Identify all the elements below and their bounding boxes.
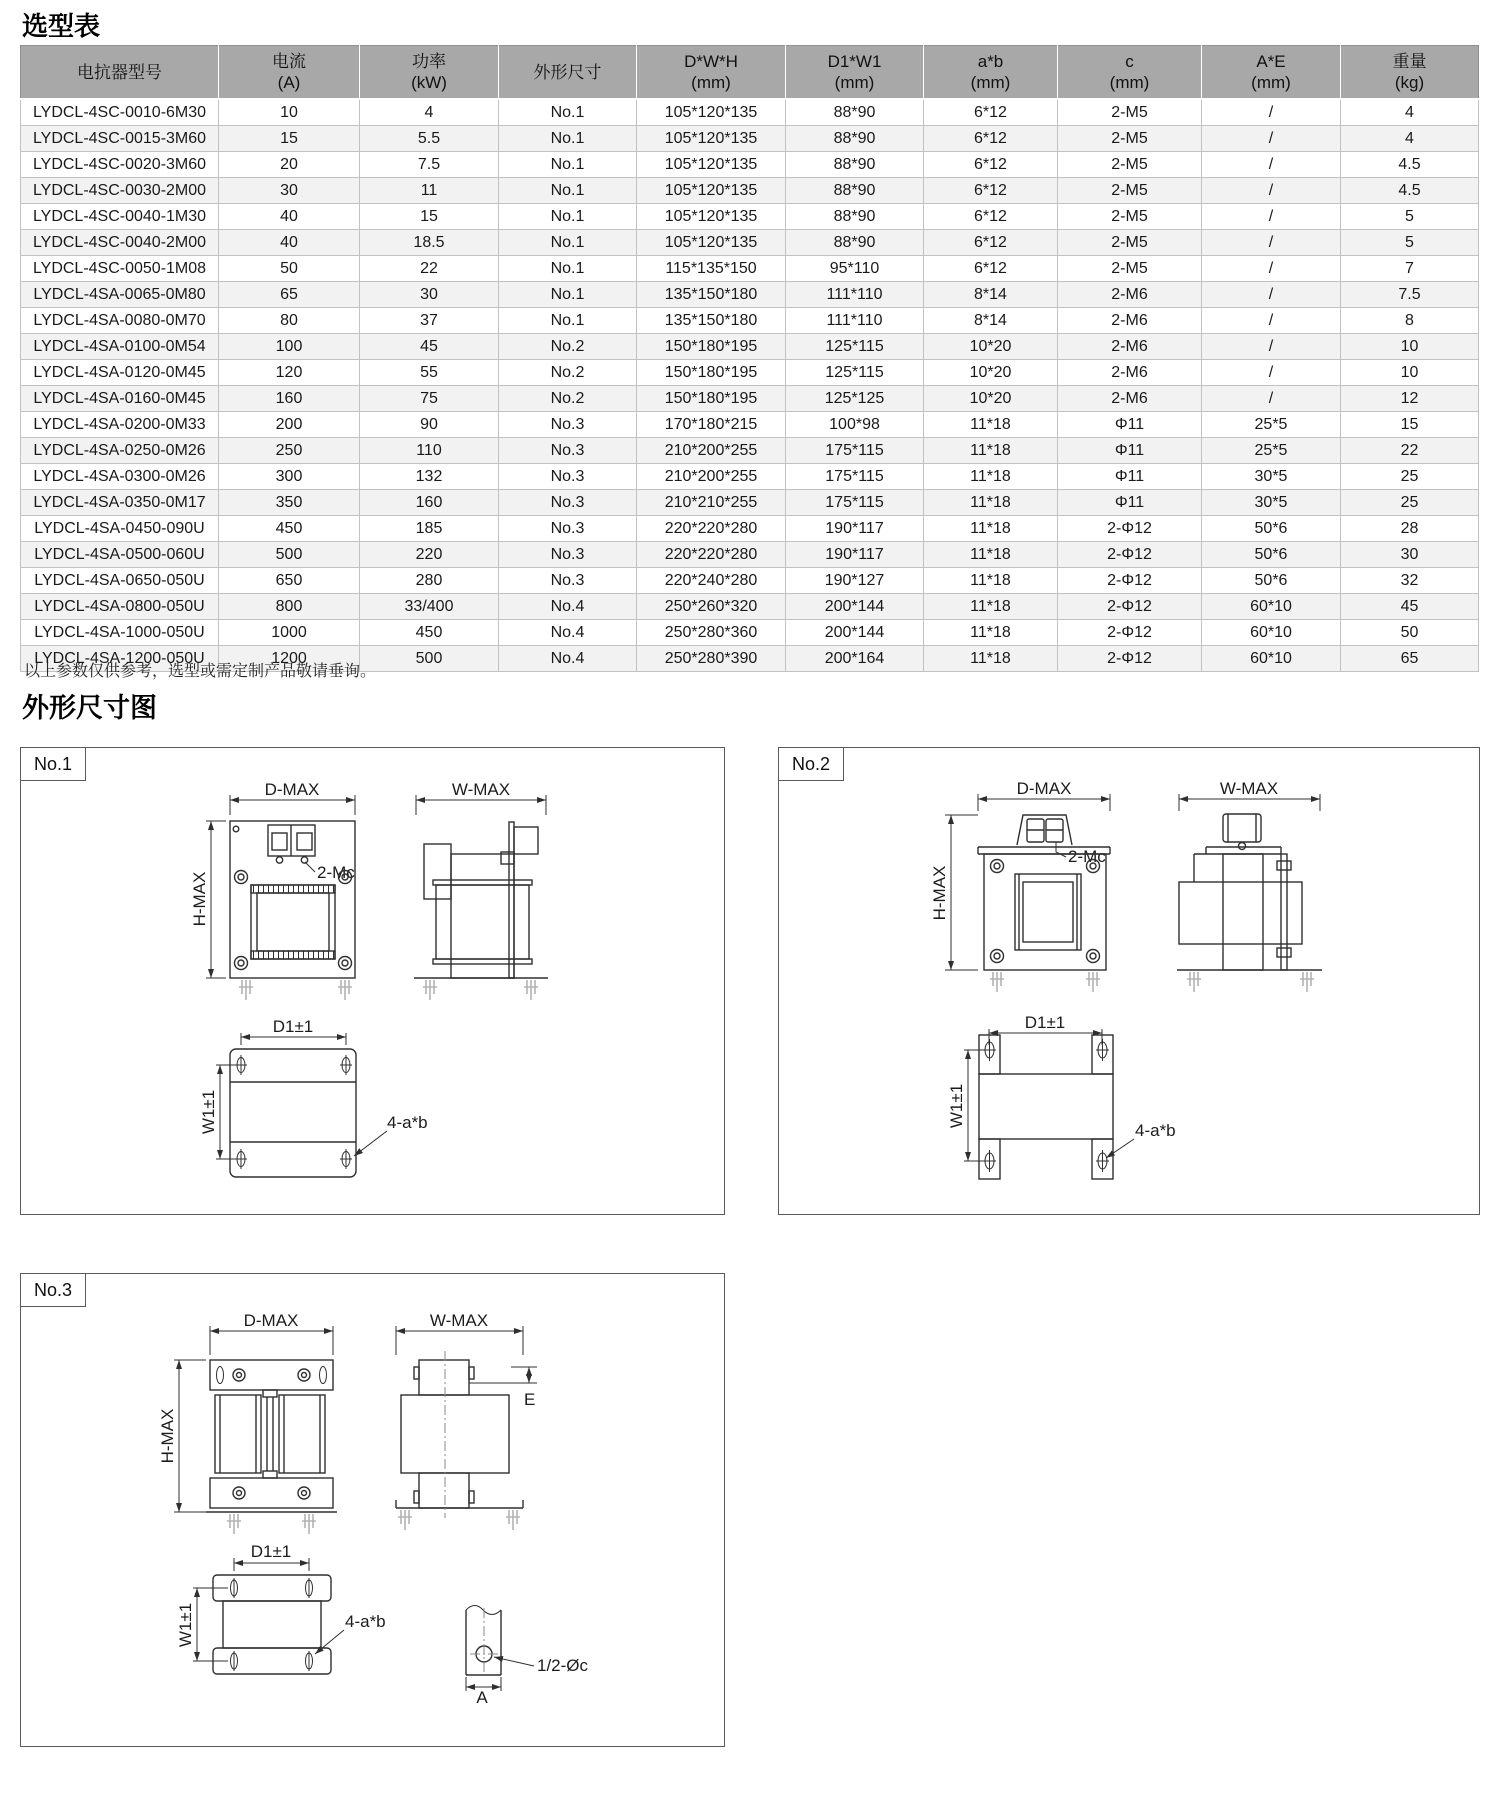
model-cell: LYDCL-4SC-0030-2M00 — [21, 178, 219, 204]
table-cell: 220 — [360, 542, 499, 568]
table-cell: 650 — [219, 568, 360, 594]
table-cell: 125*115 — [786, 334, 924, 360]
table-cell: 2-Φ12 — [1058, 516, 1202, 542]
table-cell: 28 — [1341, 516, 1479, 542]
model-cell: LYDCL-4SA-0100-0M54 — [21, 334, 219, 360]
table-cell: 6*12 — [924, 152, 1058, 178]
table-cell: 4.5 — [1341, 178, 1479, 204]
table-cell: No.3 — [499, 438, 637, 464]
table-cell: 11*18 — [924, 568, 1058, 594]
table-cell: 210*200*255 — [637, 464, 786, 490]
table-cell: 25*5 — [1202, 412, 1341, 438]
table-cell: 170*180*215 — [637, 412, 786, 438]
table-cell: 105*120*135 — [637, 99, 786, 126]
table-cell: No.3 — [499, 516, 637, 542]
table-cell: 6*12 — [924, 178, 1058, 204]
model-cell: LYDCL-4SA-0160-0M45 — [21, 386, 219, 412]
table-cell: 32 — [1341, 568, 1479, 594]
table-cell: 10 — [1341, 334, 1479, 360]
table-cell: Φ11 — [1058, 464, 1202, 490]
table-row — [21, 568, 1479, 594]
table-cell: 220*220*280 — [637, 516, 786, 542]
table-cell: 450 — [219, 516, 360, 542]
table-cell: 50 — [219, 256, 360, 282]
table-cell: 2-M5 — [1058, 204, 1202, 230]
table-cell: 115*135*150 — [637, 256, 786, 282]
table-cell: No.3 — [499, 568, 637, 594]
table-cell: 105*120*135 — [637, 204, 786, 230]
table-cell: Φ11 — [1058, 490, 1202, 516]
table-cell: 30 — [1341, 542, 1479, 568]
table-cell: No.1 — [499, 99, 637, 126]
table-cell: No.3 — [499, 412, 637, 438]
table-cell: 5 — [1341, 230, 1479, 256]
table-cell: 11*18 — [924, 516, 1058, 542]
table-cell: 1200 — [219, 646, 360, 672]
table-cell: 6*12 — [924, 99, 1058, 126]
model-cell: LYDCL-4SA-0300-0M26 — [21, 464, 219, 490]
table-row — [21, 386, 1479, 412]
table-cell: 60*10 — [1202, 594, 1341, 620]
table-cell: / — [1202, 99, 1341, 126]
table-cell: 6*12 — [924, 256, 1058, 282]
table-row — [21, 594, 1479, 620]
table-cell: 25 — [1341, 490, 1479, 516]
table-cell: No.2 — [499, 334, 637, 360]
model-cell: LYDCL-4SA-0120-0M45 — [21, 360, 219, 386]
table-cell: 7 — [1341, 256, 1479, 282]
table-cell: 22 — [1341, 438, 1479, 464]
table-cell: 250 — [219, 438, 360, 464]
table-cell: 150*180*195 — [637, 386, 786, 412]
table-cell: 125*115 — [786, 360, 924, 386]
table-cell: 11*18 — [924, 646, 1058, 672]
table-cell: No.1 — [499, 126, 637, 152]
column-header: a*b (mm) — [924, 46, 1058, 100]
table-cell: / — [1202, 360, 1341, 386]
table-cell: 2-M6 — [1058, 360, 1202, 386]
no3-a-label: A — [476, 1688, 488, 1707]
table-cell: 10*20 — [924, 334, 1058, 360]
page-title: 选型表 — [22, 11, 101, 41]
table-cell: 88*90 — [786, 126, 924, 152]
no2-d1-label: D1±1 — [1024, 1013, 1066, 1032]
table-cell: 20 — [219, 152, 360, 178]
footnote: 以上参数仅供参考，选型或需定制产品敬请垂询。 — [24, 663, 377, 680]
table-cell: 15 — [360, 204, 499, 230]
table-row — [21, 464, 1479, 490]
table-cell: 185 — [360, 516, 499, 542]
table-body — [21, 99, 1479, 672]
table-row — [21, 620, 1479, 646]
table-cell: / — [1202, 152, 1341, 178]
selection-table-wrap — [20, 45, 1478, 672]
table-cell: 30 — [219, 178, 360, 204]
table-cell: 33/400 — [360, 594, 499, 620]
table-row — [21, 256, 1479, 282]
box-no2-label: No.2 — [779, 748, 844, 781]
table-cell: 111*110 — [786, 308, 924, 334]
table-cell: 88*90 — [786, 99, 924, 126]
table-cell: No.1 — [499, 204, 637, 230]
table-cell: No.1 — [499, 282, 637, 308]
table-cell: No.1 — [499, 230, 637, 256]
table-cell: No.4 — [499, 594, 637, 620]
table-cell: 2-M6 — [1058, 308, 1202, 334]
table-cell: 7.5 — [360, 152, 499, 178]
table-cell: 200 — [219, 412, 360, 438]
table-cell: 2-M5 — [1058, 126, 1202, 152]
no3-halfc-label: 1/2-Øc — [537, 1656, 589, 1675]
table-cell: 30 — [360, 282, 499, 308]
table-cell: 5.5 — [360, 126, 499, 152]
table-cell: 111*110 — [786, 282, 924, 308]
table-cell: 105*120*135 — [637, 178, 786, 204]
table-cell: 75 — [360, 386, 499, 412]
column-header: 外形尺寸 — [499, 46, 637, 100]
box-no3-label: No.3 — [21, 1274, 86, 1307]
no2-dimension-drawing — [779, 748, 1479, 1214]
table-cell: 190*127 — [786, 568, 924, 594]
model-cell: LYDCL-4SA-1000-050U — [21, 620, 219, 646]
table-cell: 65 — [1341, 646, 1479, 672]
table-cell: / — [1202, 256, 1341, 282]
dimension-box-no1 — [20, 747, 725, 1215]
table-cell: / — [1202, 178, 1341, 204]
table-cell: 160 — [219, 386, 360, 412]
table-row — [21, 360, 1479, 386]
table-cell: 175*115 — [786, 490, 924, 516]
table-cell: 10 — [219, 99, 360, 126]
table-cell: 220*220*280 — [637, 542, 786, 568]
model-cell: LYDCL-4SC-0010-6M30 — [21, 99, 219, 126]
table-cell: 10 — [1341, 360, 1479, 386]
no3-h-max-label: H-MAX — [158, 1408, 177, 1464]
column-header: 重量 (kg) — [1341, 46, 1479, 100]
model-cell: LYDCL-4SC-0040-2M00 — [21, 230, 219, 256]
table-cell: No.3 — [499, 542, 637, 568]
no3-e-label: E — [524, 1390, 536, 1409]
table-cell: 300 — [219, 464, 360, 490]
model-cell: LYDCL-4SC-0040-1M30 — [21, 204, 219, 230]
table-cell: 11*18 — [924, 594, 1058, 620]
table-row — [21, 412, 1479, 438]
table-cell: 105*120*135 — [637, 126, 786, 152]
table-cell: 132 — [360, 464, 499, 490]
column-header: D1*W1 (mm) — [786, 46, 924, 100]
table-cell: 95*110 — [786, 256, 924, 282]
table-cell: 10*20 — [924, 386, 1058, 412]
table-cell: 2-M5 — [1058, 99, 1202, 126]
table-cell: 175*115 — [786, 464, 924, 490]
no1-dimension-drawing — [21, 748, 724, 1214]
table-cell: 200*144 — [786, 620, 924, 646]
table-row — [21, 178, 1479, 204]
table-cell: 220*240*280 — [637, 568, 786, 594]
table-row — [21, 282, 1479, 308]
table-cell: 8 — [1341, 308, 1479, 334]
table-cell: 190*117 — [786, 542, 924, 568]
column-header: 功率 (kW) — [360, 46, 499, 100]
no3-w1-label: W1±1 — [176, 1602, 195, 1648]
table-cell: 15 — [1341, 412, 1479, 438]
table-cell: 11*18 — [924, 438, 1058, 464]
model-cell: LYDCL-4SA-0450-090U — [21, 516, 219, 542]
table-cell: 135*150*180 — [637, 282, 786, 308]
table-cell: No.1 — [499, 308, 637, 334]
table-cell: 12 — [1341, 386, 1479, 412]
table-cell: 2-M6 — [1058, 386, 1202, 412]
table-cell: 350 — [219, 490, 360, 516]
table-cell: 6*12 — [924, 230, 1058, 256]
table-cell: No.2 — [499, 360, 637, 386]
no1-h-max-label: H-MAX — [190, 871, 209, 927]
no1-d1-label: D1±1 — [272, 1017, 314, 1036]
no1-w-max-label: W-MAX — [451, 780, 511, 799]
table-cell: 175*115 — [786, 438, 924, 464]
no2-h-max-label: H-MAX — [930, 865, 949, 921]
table-cell: 30*5 — [1202, 490, 1341, 516]
table-cell: 8*14 — [924, 308, 1058, 334]
table-cell: 200*144 — [786, 594, 924, 620]
table-cell: 60*10 — [1202, 620, 1341, 646]
table-cell: 88*90 — [786, 152, 924, 178]
table-cell: 11*18 — [924, 542, 1058, 568]
table-row — [21, 438, 1479, 464]
table-cell: 120 — [219, 360, 360, 386]
table-cell: 110 — [360, 438, 499, 464]
table-cell: / — [1202, 230, 1341, 256]
table-cell: No.2 — [499, 386, 637, 412]
box-no1-label: No.1 — [21, 748, 86, 781]
table-row — [21, 490, 1479, 516]
dimension-box-no2 — [778, 747, 1480, 1215]
table-cell: 50 — [1341, 620, 1479, 646]
model-cell: LYDCL-4SA-0065-0M80 — [21, 282, 219, 308]
table-cell: No.1 — [499, 152, 637, 178]
model-cell: LYDCL-4SA-0800-050U — [21, 594, 219, 620]
table-cell: 65 — [219, 282, 360, 308]
table-cell: 2-M6 — [1058, 282, 1202, 308]
table-cell: 280 — [360, 568, 499, 594]
column-header: 电抗器型号 — [21, 46, 219, 100]
table-cell: 4 — [1341, 99, 1479, 126]
table-cell: 2-M5 — [1058, 230, 1202, 256]
table-cell: / — [1202, 282, 1341, 308]
table-row — [21, 230, 1479, 256]
table-cell: 210*200*255 — [637, 438, 786, 464]
model-cell: LYDCL-4SC-0015-3M60 — [21, 126, 219, 152]
model-cell: LYDCL-4SA-0650-050U — [21, 568, 219, 594]
table-cell: 40 — [219, 230, 360, 256]
table-cell: 250*260*320 — [637, 594, 786, 620]
table-cell: 30*5 — [1202, 464, 1341, 490]
model-cell: LYDCL-4SA-1200-050U — [21, 646, 219, 672]
table-cell: No.3 — [499, 490, 637, 516]
table-row — [21, 308, 1479, 334]
no3-w-max-label: W-MAX — [429, 1311, 489, 1330]
table-cell: 25 — [1341, 464, 1479, 490]
table-cell: 4.5 — [1341, 152, 1479, 178]
no3-d1-label: D1±1 — [250, 1542, 292, 1561]
table-cell: 25*5 — [1202, 438, 1341, 464]
column-header: A*E (mm) — [1202, 46, 1341, 100]
column-header: c (mm) — [1058, 46, 1202, 100]
table-row — [21, 516, 1479, 542]
model-cell: LYDCL-4SC-0050-1M08 — [21, 256, 219, 282]
table-cell: 90 — [360, 412, 499, 438]
table-cell: 45 — [1341, 594, 1479, 620]
table-cell: 15 — [219, 126, 360, 152]
table-cell: 2-Φ12 — [1058, 646, 1202, 672]
table-cell: 250*280*390 — [637, 646, 786, 672]
table-cell: 50*6 — [1202, 516, 1341, 542]
table-cell: 2-Φ12 — [1058, 594, 1202, 620]
table-cell: 4 — [1341, 126, 1479, 152]
model-cell: LYDCL-4SA-0500-060U — [21, 542, 219, 568]
table-cell: 11*18 — [924, 464, 1058, 490]
table-cell: 55 — [360, 360, 499, 386]
table-cell: 11 — [360, 178, 499, 204]
table-cell: 2-M5 — [1058, 152, 1202, 178]
no2-w1-label: W1±1 — [947, 1083, 966, 1129]
table-cell: 88*90 — [786, 230, 924, 256]
table-cell: / — [1202, 334, 1341, 360]
no3-dimension-drawing — [21, 1274, 724, 1746]
table-cell: 100*98 — [786, 412, 924, 438]
no2-d-max-label: D-MAX — [1016, 779, 1072, 798]
selection-table — [20, 45, 1479, 672]
no1-d-max-label: D-MAX — [264, 780, 320, 799]
table-cell: 37 — [360, 308, 499, 334]
no2-w-max-label: W-MAX — [1219, 779, 1279, 798]
table-cell: 18.5 — [360, 230, 499, 256]
table-cell: 11*18 — [924, 490, 1058, 516]
table-cell: 105*120*135 — [637, 230, 786, 256]
model-cell: LYDCL-4SA-0250-0M26 — [21, 438, 219, 464]
model-cell: LYDCL-4SC-0020-3M60 — [21, 152, 219, 178]
table-cell: No.4 — [499, 620, 637, 646]
section-title-dimensions: 外形尺寸图 — [22, 693, 157, 723]
no1-2mc-label: 2-Mc — [317, 863, 355, 882]
table-row — [21, 152, 1479, 178]
table-cell: 800 — [219, 594, 360, 620]
table-cell: No.3 — [499, 464, 637, 490]
table-cell: 22 — [360, 256, 499, 282]
table-row — [21, 99, 1479, 126]
column-header: 电流 (A) — [219, 46, 360, 100]
table-cell: 500 — [219, 542, 360, 568]
dimension-box-no3 — [20, 1273, 725, 1747]
no3-d-max-label: D-MAX — [243, 1311, 299, 1330]
table-cell: 2-M6 — [1058, 334, 1202, 360]
table-cell: / — [1202, 386, 1341, 412]
model-cell: LYDCL-4SA-0350-0M17 — [21, 490, 219, 516]
table-cell: 190*117 — [786, 516, 924, 542]
table-cell: 50*6 — [1202, 568, 1341, 594]
table-cell: 250*280*360 — [637, 620, 786, 646]
table-cell: 100 — [219, 334, 360, 360]
table-cell: 2-M5 — [1058, 256, 1202, 282]
table-cell: 60*10 — [1202, 646, 1341, 672]
table-cell: 135*150*180 — [637, 308, 786, 334]
table-cell: 80 — [219, 308, 360, 334]
table-cell: / — [1202, 204, 1341, 230]
table-cell: 45 — [360, 334, 499, 360]
table-cell: / — [1202, 308, 1341, 334]
table-cell: 105*120*135 — [637, 152, 786, 178]
table-cell: 6*12 — [924, 204, 1058, 230]
table-cell: 11*18 — [924, 620, 1058, 646]
table-cell: Φ11 — [1058, 412, 1202, 438]
table-cell: No.1 — [499, 178, 637, 204]
table-cell: 10*20 — [924, 360, 1058, 386]
table-cell: 2-Φ12 — [1058, 568, 1202, 594]
table-cell: 500 — [360, 646, 499, 672]
table-cell: 88*90 — [786, 204, 924, 230]
no1-w1-label: W1±1 — [199, 1089, 218, 1135]
no2-2mc-label: 2-Mc — [1068, 847, 1106, 866]
column-header: D*W*H (mm) — [637, 46, 786, 100]
table-cell: 40 — [219, 204, 360, 230]
table-cell: 1000 — [219, 620, 360, 646]
model-cell: LYDCL-4SA-0080-0M70 — [21, 308, 219, 334]
table-cell: 11*18 — [924, 412, 1058, 438]
table-cell: / — [1202, 126, 1341, 152]
table-cell: 150*180*195 — [637, 360, 786, 386]
table-row — [21, 334, 1479, 360]
table-cell: Φ11 — [1058, 438, 1202, 464]
model-cell: LYDCL-4SA-0200-0M33 — [21, 412, 219, 438]
table-row — [21, 542, 1479, 568]
table-cell: 2-M5 — [1058, 178, 1202, 204]
table-cell: 160 — [360, 490, 499, 516]
table-cell: 88*90 — [786, 178, 924, 204]
table-cell: 2-Φ12 — [1058, 620, 1202, 646]
no1-4ab-label: 4-a*b — [387, 1113, 428, 1132]
table-row — [21, 204, 1479, 230]
table-cell: 150*180*195 — [637, 334, 786, 360]
table-cell: No.1 — [499, 256, 637, 282]
table-row — [21, 126, 1479, 152]
table-cell: 450 — [360, 620, 499, 646]
header-row — [21, 46, 1479, 100]
table-cell: 125*125 — [786, 386, 924, 412]
table-cell: 7.5 — [1341, 282, 1479, 308]
no3-4ab-label: 4-a*b — [345, 1612, 386, 1631]
table-cell: 4 — [360, 99, 499, 126]
table-cell: No.4 — [499, 646, 637, 672]
table-cell: 50*6 — [1202, 542, 1341, 568]
no2-4ab-label: 4-a*b — [1135, 1121, 1176, 1140]
table-cell: 2-Φ12 — [1058, 542, 1202, 568]
table-cell: 5 — [1341, 204, 1479, 230]
table-cell: 210*210*255 — [637, 490, 786, 516]
table-cell: 8*14 — [924, 282, 1058, 308]
table-cell: 200*164 — [786, 646, 924, 672]
table-cell: 6*12 — [924, 126, 1058, 152]
